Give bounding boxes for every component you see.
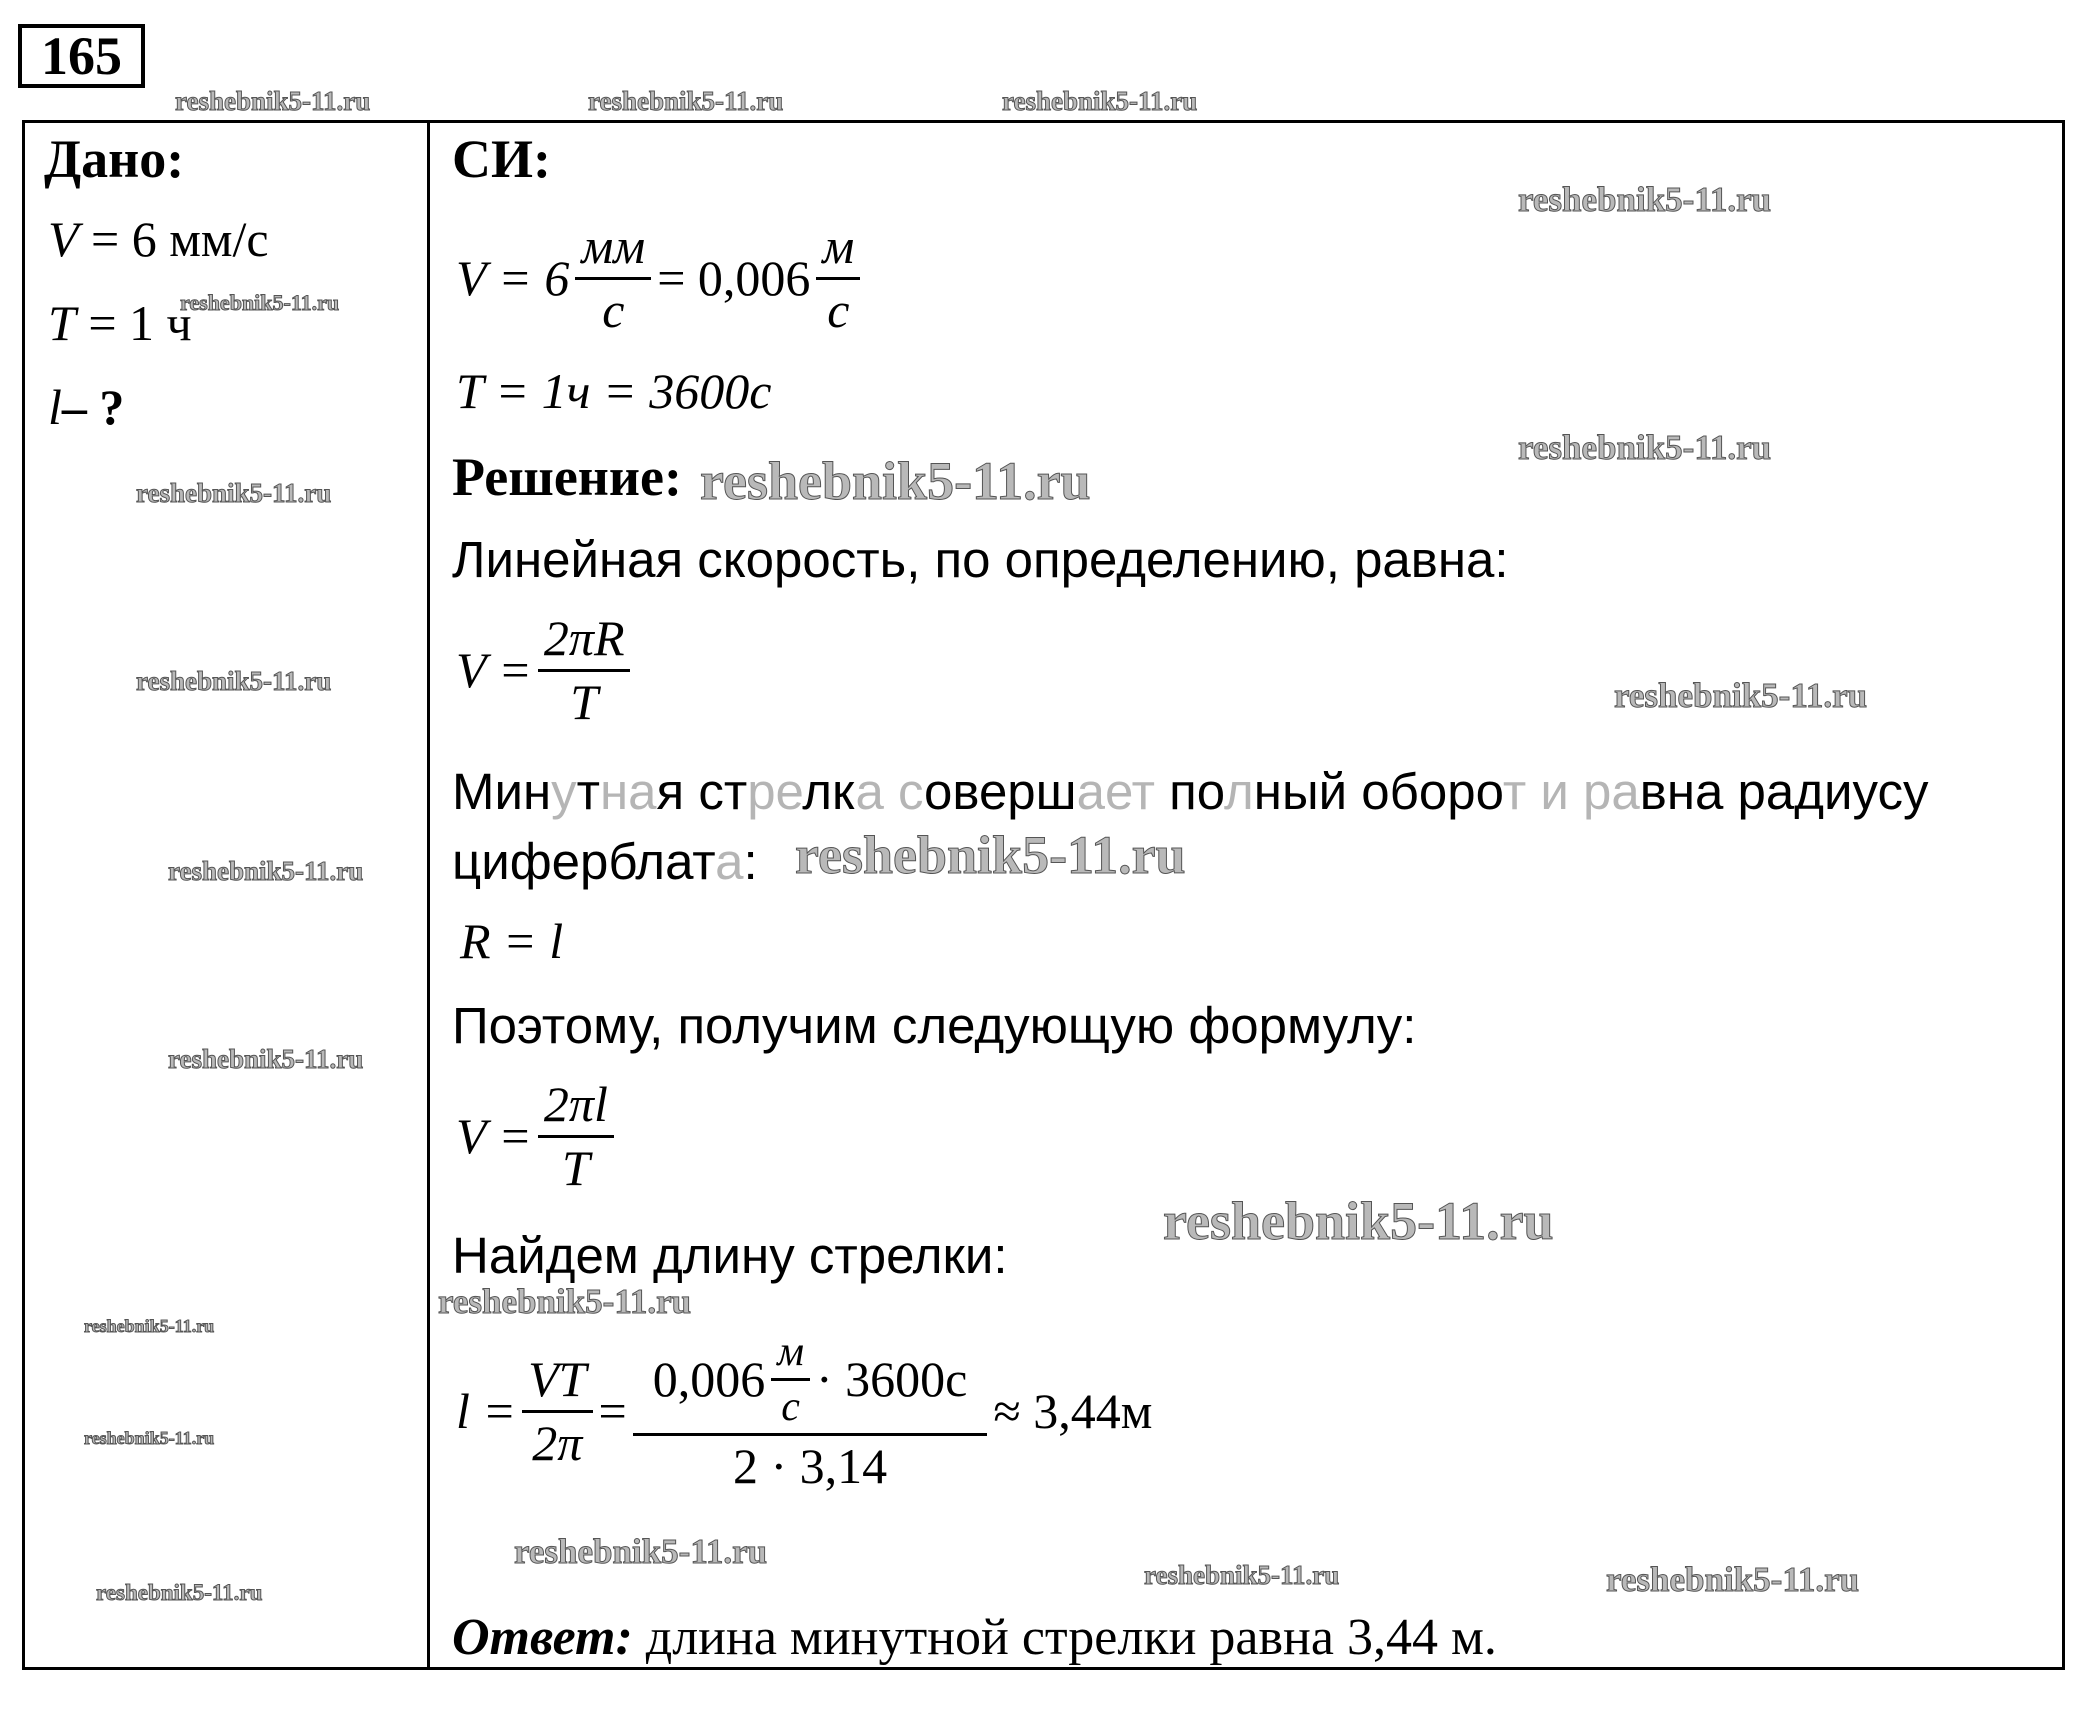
watermark: reshebnik5-11.ru <box>588 86 784 116</box>
watermark: reshebnik5-11.ru <box>180 290 340 315</box>
formula-r-equals-l: R = l <box>460 913 564 969</box>
watermark: reshebnik5-11.ru <box>514 1532 768 1571</box>
paragraph-therefore: Поэтому, получим следующую формулу: <box>452 997 1417 1054</box>
watermark: reshebnik5-11.ru <box>1614 676 1868 715</box>
watermark: reshebnik5-11.ru <box>1606 1560 1860 1599</box>
watermark: reshebnik5-11.ru <box>84 1316 215 1336</box>
given-unknown: l– ? <box>48 379 125 435</box>
paragraph-find-length: Найдем длину стрелки: <box>452 1227 1008 1284</box>
watermark: reshebnik5-11.ru <box>795 825 1186 885</box>
si-velocity-formula: V = 6 $\frac{мм}{с}$ = 0,006 $\frac{м}{с}$ <box>456 220 866 336</box>
watermark: reshebnik5-11.ru <box>84 1428 215 1448</box>
paragraph-minute-hand-line1: Минутная стрелка совершает полный оборот и равна радиусу <box>452 763 1929 820</box>
watermark: reshebnik5-11.ru <box>438 1282 692 1321</box>
paragraph-minute-hand-line2: циферблата: <box>452 833 758 890</box>
watermark: reshebnik5-11.ru <box>1518 428 1772 467</box>
formula-v-2pil-T: V = $\frac{2\pi l}{T}$ <box>456 1078 620 1194</box>
watermark: reshebnik5-11.ru <box>136 666 332 696</box>
column-divider <box>427 120 430 1670</box>
given-period: T = 1 ч <box>48 295 192 351</box>
watermark: reshebnik5-11.ru <box>96 1580 263 1605</box>
formula-length-calculation: l = $\frac{VT}{2\pi}$ = 0,006 $\frac{м}{с}$ · 3600с 2 · 3,14 ≈ 3,44м <box>456 1329 1153 1495</box>
answer: Ответ: длина минутной стрелки равна 3,44 м. <box>452 1609 1497 1666</box>
watermark: reshebnik5-11.ru <box>1163 1191 1554 1251</box>
watermark: reshebnik5-11.ru <box>175 86 371 116</box>
watermark: reshebnik5-11.ru <box>700 451 1091 511</box>
formula-v-2piR-T: V = $\frac{2\pi R}{T}$ <box>456 612 636 728</box>
watermark: reshebnik5-11.ru <box>168 856 364 886</box>
given-heading: Дано: <box>44 129 185 189</box>
watermark: reshebnik5-11.ru <box>1002 86 1198 116</box>
paragraph-linear-speed: Линейная скорость, по определению, равна: <box>452 531 1509 588</box>
given-velocity: V = 6 мм/с <box>48 211 269 267</box>
watermark: reshebnik5-11.ru <box>1518 180 1772 219</box>
watermark: reshebnik5-11.ru <box>136 478 332 508</box>
watermark: reshebnik5-11.ru <box>168 1044 364 1074</box>
si-heading: СИ: <box>452 129 551 189</box>
problem-number: 165 <box>18 24 145 88</box>
solution-heading: Решение: <box>452 447 682 507</box>
watermark: reshebnik5-11.ru <box>1144 1560 1340 1590</box>
si-period-formula: T = 1ч = 3600с <box>456 363 772 419</box>
